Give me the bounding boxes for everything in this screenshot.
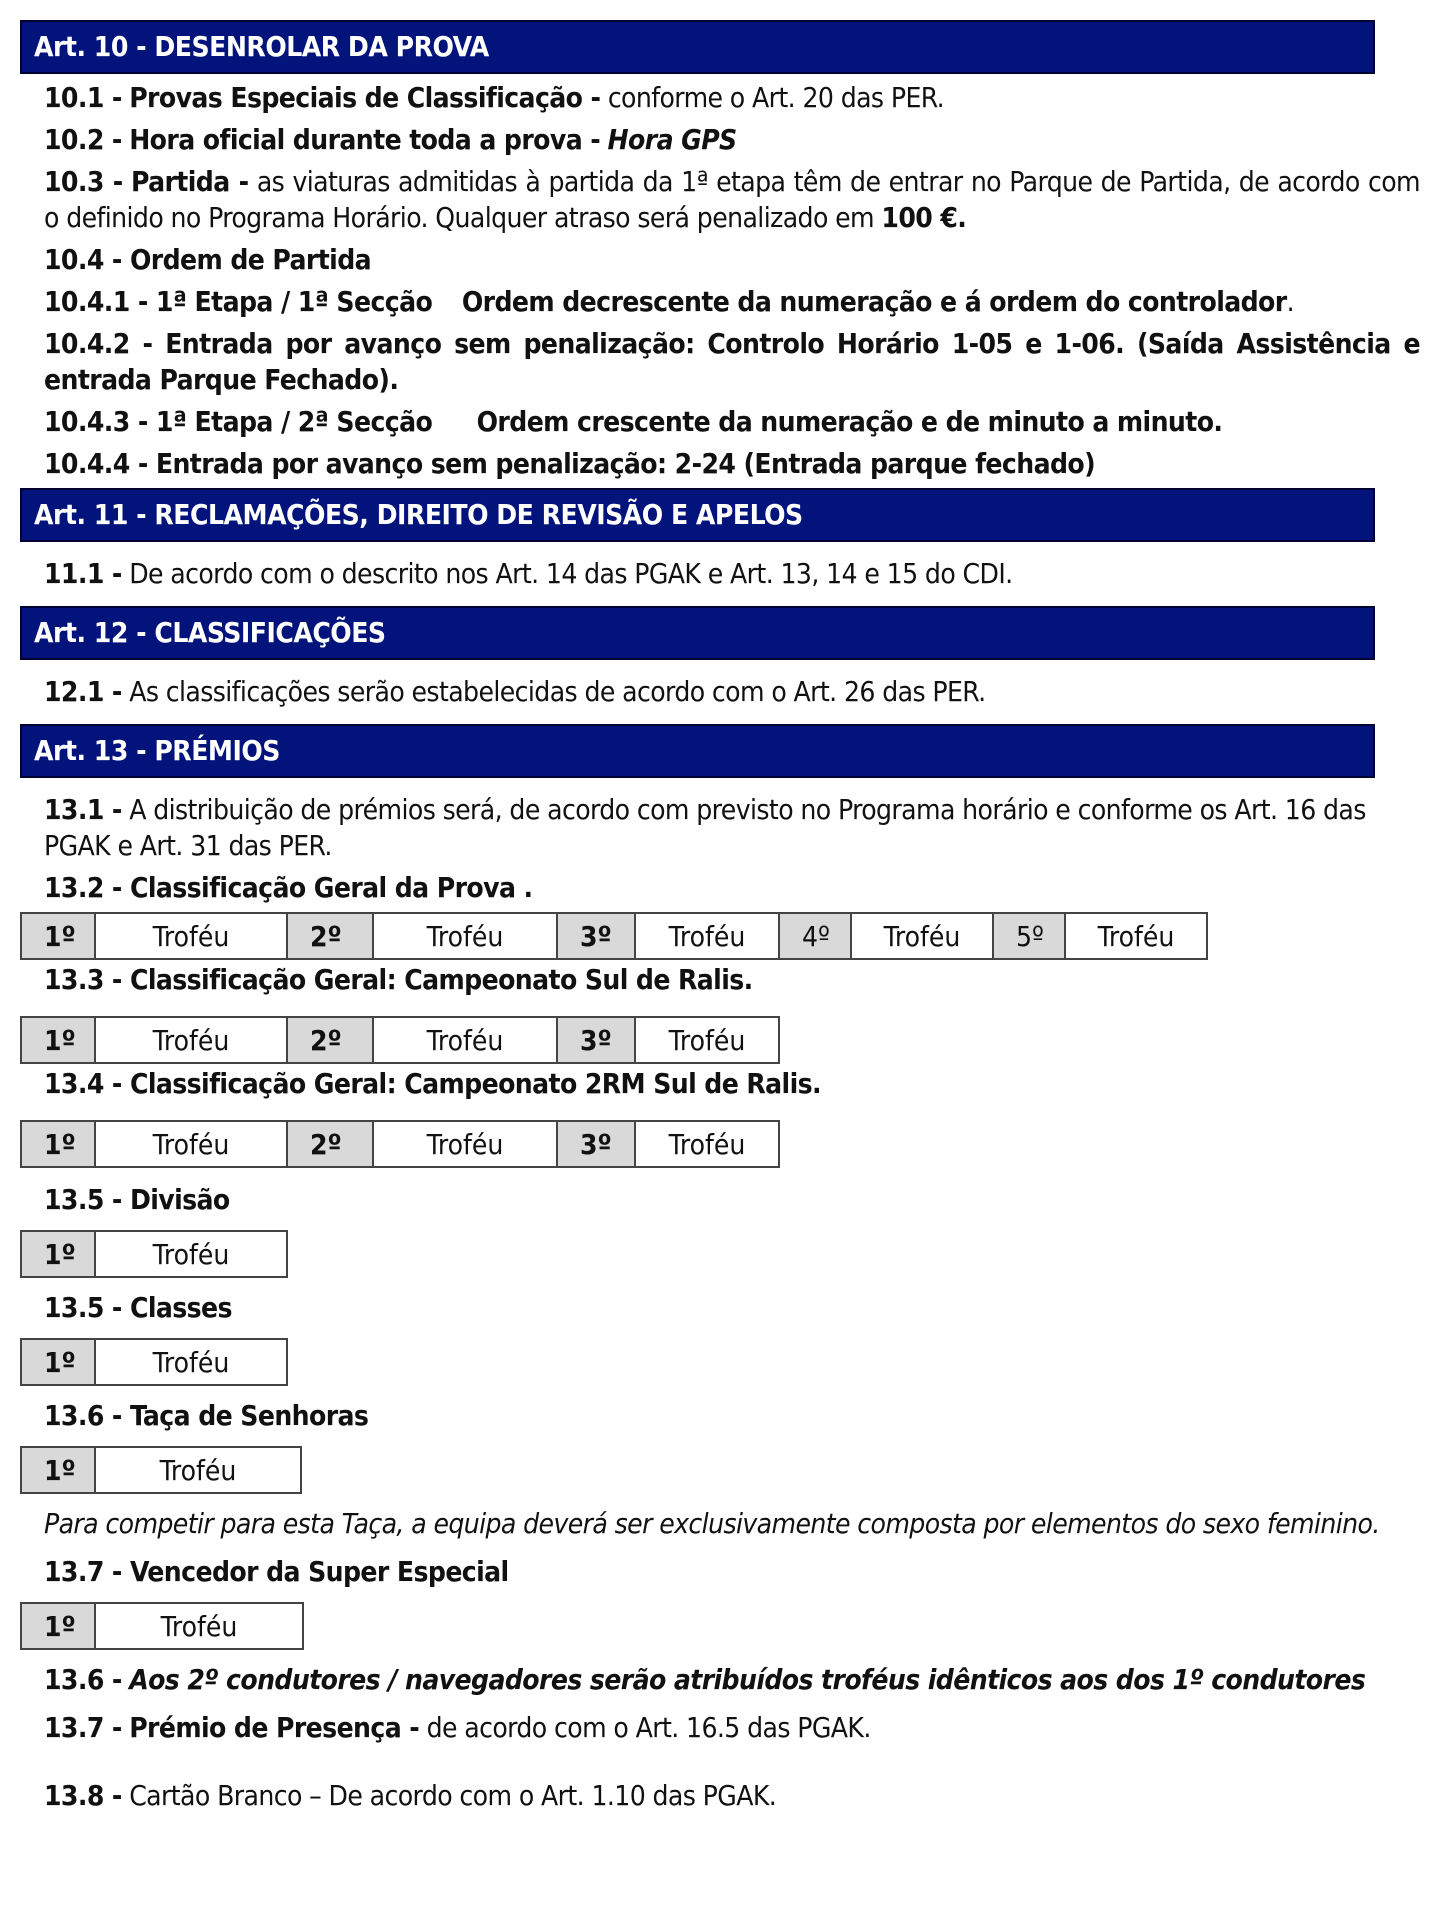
prize-table-13-3 [20,1016,780,1064]
paragraph-12-1 [20,674,1420,710]
position-cell: 1º [21,1121,95,1167]
label-10-4-1: 10.4.1 - 1ª Etapa / 1ª Secção [44,285,433,318]
paragraph-13-7: 13.7 - Vencedor da Super Especial [44,1555,509,1588]
section-header-art12: Art. 12 - CLASSIFICAÇÕES [20,606,1375,660]
paragraph-10-2 [20,122,1420,158]
trophy-cell: Troféu [373,1017,557,1063]
prize-table-13-4 [20,1120,780,1168]
position-cell: 1º [21,1231,95,1277]
trophy-cell: Troféu [635,1121,779,1167]
position-cell: 5º [993,913,1065,959]
prize-table-13-5-division [20,1230,288,1278]
num-13-7-b: 13.7 - [44,1711,122,1744]
text-13-8: Cartão Branco – De acordo com o Art. 1.10 das PGAK. [129,1779,777,1812]
trophy-cell: Troféu [95,1447,301,1493]
trophy-cell: Troféu [95,1121,287,1167]
paragraph-11-1 [20,556,1420,592]
paragraph-10-4: 10.4 - Ordem de Partida [44,243,372,276]
prize-table-13-5-classes [20,1338,288,1386]
paragraph-13-6-b [20,1662,1420,1698]
num-10-1: 10.1 - [44,81,122,114]
trophy-cell: Troféu [851,913,993,959]
regulation-page [20,20,1420,1814]
paragraph-13-3: 13.3 - Classificação Geral: Campeonato Sul de Ralis. [44,963,753,996]
section-header-art13: Art. 13 - PRÉMIOS [20,724,1375,778]
text-10-3: as viaturas admitidas à partida da 1ª etapa têm de entrar no Parque de Partida, de acordo com o definido no Programa Horário. Qualquer atraso será penalizado em [44,165,1420,234]
trophy-cell: Troféu [373,1121,557,1167]
paragraph-10-4-3 [20,404,1420,440]
paragraph-13-5-classes: 13.5 - Classes [44,1291,232,1324]
trophy-cell: Troféu [635,1017,779,1063]
trophy-cell: Troféu [1065,913,1207,959]
paragraph-13-2: 13.2 - Classificação Geral da Prova . [44,871,533,904]
position-cell: 4º [779,913,851,959]
position-cell: 1º [21,1339,95,1385]
trophy-cell: Troféu [95,1603,303,1649]
position-cell: 1º [21,913,95,959]
paragraph-13-4: 13.4 - Classificação Geral: Campeonato 2RM Sul de Ralis. [44,1067,821,1100]
position-cell: 2º [287,1121,373,1167]
paragraph-10-4-2: 10.4.2 - Entrada por avanço sem penalização: Controlo Horário 1-05 e 1-06. (Saída Assistência e entrada Parque Fechado). [44,327,1420,396]
paragraph-10-4-1 [20,284,1420,320]
text-10-2: Hora GPS [607,123,737,156]
text-12-1: As classificações serão estabelecidas de acordo com o Art. 26 das PER. [129,675,986,708]
position-cell: 1º [21,1447,95,1493]
paragraph-13-8 [20,1778,1420,1814]
trophy-cell: Troféu [95,1231,287,1277]
position-cell: 1º [21,1017,95,1063]
trophy-cell: Troféu [95,1339,287,1385]
text-11-1: De acordo com o descrito nos Art. 14 das PGAK e Art. 13, 14 e 15 do CDI. [129,557,1013,590]
num-13-1: 13.1 - [44,793,122,826]
text-13-1: A distribuição de prémios será, de acordo com previsto no Programa horário e conforme os Art. 16 das PGAK e Art. 31 das PER. [44,793,1366,862]
num-10-3: 10.3 - [44,165,123,198]
position-cell: 3º [557,1121,635,1167]
section-header-art11: Art. 11 - RECLAMAÇÕES, DIREITO DE REVISÃO E APELOS [20,488,1375,542]
title-13-7-b: Prémio de Presença - [129,1711,420,1744]
paragraph-13-1 [20,792,1420,864]
title-10-3: Partida - [130,165,249,198]
position-cell: 1º [21,1603,95,1649]
paragraph-13-5-division: 13.5 - Divisão [44,1183,230,1216]
label-10-4-3: 10.4.3 - 1ª Etapa / 2ª Secção [44,405,433,438]
paragraph-10-4-4: 10.4.4 - Entrada por avanço sem penalização: 2-24 (Entrada parque fechado) [44,447,1096,480]
text-10-4-3: Ordem crescente da numeração e de minuto a minuto. [476,405,1223,438]
end-10-4-1: . [1286,285,1294,318]
text-10-4-1: Ordem decrescente da numeração e á ordem do controlador [461,285,1287,318]
prize-table-13-6 [20,1446,302,1494]
trophy-cell: Troféu [95,913,287,959]
text-13-6-b: Aos 2º condutores / navegadores serão atribuídos troféus idênticos aos dos 1º condutores [129,1663,1366,1696]
trophy-cell: Troféu [95,1017,287,1063]
paragraph-13-7-b [20,1710,1420,1746]
position-cell: 3º [557,913,635,959]
paragraph-10-3 [20,164,1420,236]
num-12-1: 12.1 - [44,675,122,708]
position-cell: 3º [557,1017,635,1063]
num-13-8: 13.8 - [44,1779,122,1812]
note-13-6: Para competir para esta Taça, a equipa deverá ser exclusivamente composta por elementos do sexo feminino. [44,1507,1380,1540]
num-10-2: 10.2 - [44,123,122,156]
num-11-1: 11.1 - [44,557,122,590]
position-cell: 2º [287,1017,373,1063]
amount-10-3: 100 €. [881,201,967,234]
num-13-6-b: 13.6 - [44,1663,122,1696]
trophy-cell: Troféu [373,913,557,959]
paragraph-10-1 [20,80,1420,116]
paragraph-13-6: 13.6 - Taça de Senhoras [44,1399,369,1432]
title-10-1: Provas Especiais de Classificação - [129,81,601,114]
position-cell: 2º [287,913,373,959]
trophy-cell: Troféu [635,913,779,959]
title-10-2: Hora oficial durante toda a prova - [129,123,601,156]
prize-table-13-2 [20,912,1208,960]
text-13-7-b: de acordo com o Art. 16.5 das PGAK. [426,1711,871,1744]
section-header-art10: Art. 10 - DESENROLAR DA PROVA [20,20,1375,74]
text-10-1: conforme o Art. 20 das PER. [607,81,945,114]
prize-table-13-7 [20,1602,304,1650]
